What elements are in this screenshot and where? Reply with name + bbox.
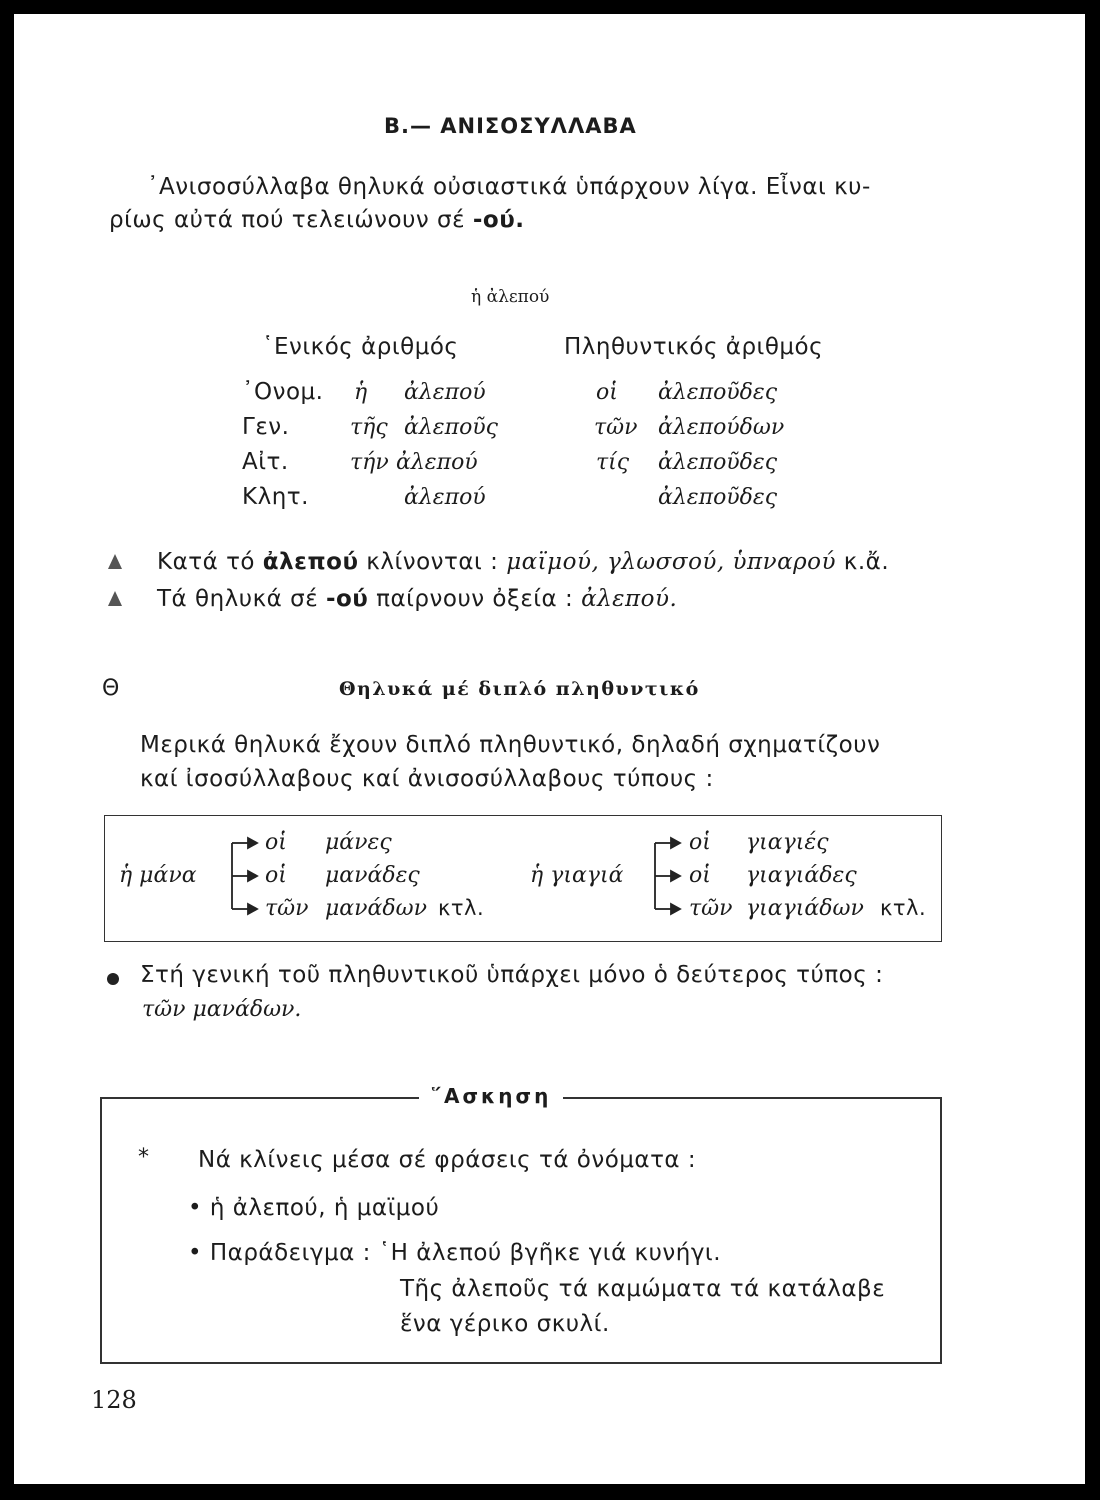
double-plural-text-2: καί ἰσοσύλλαβους καί ἀνισοσύλλαβους τύπους :	[140, 766, 714, 792]
triangle-icon	[108, 591, 122, 606]
note-1	[157, 549, 889, 575]
note-1-text: Κατά τό	[157, 549, 263, 575]
section-title: B.— ΑΝΙΣΟΣΥΛΛΑΒΑ	[384, 114, 637, 138]
form-noun: γιαγιάδων	[746, 896, 864, 921]
form-noun: μανάδες	[325, 863, 420, 888]
declension-heading: ἡ ἀλεπού	[471, 287, 550, 307]
sg-noun: ἀλεπού	[396, 450, 478, 475]
exercise-item-1: • ἡ ἀλεπού, ἡ μαϊμού	[188, 1195, 440, 1221]
form-article: οἱ	[265, 863, 287, 888]
form-noun: μανάδων	[325, 896, 427, 921]
form-noun: μάνες	[325, 830, 392, 855]
sg-noun: ἀλεποῦς	[404, 415, 499, 440]
exercise-example-2: Τῆς ἀλεποῦς τά καμώματα τά κατάλαβε	[400, 1276, 886, 1302]
note-1-examples: μαϊμού, γλωσσού, ὑπναρού	[506, 549, 836, 575]
exercise-box	[100, 1084, 942, 1364]
case-label: ᾿Ονομ.	[242, 379, 324, 405]
genitive-note-line-2: τῶν μανάδων.	[142, 997, 302, 1022]
right-word: ἡ γιαγιά	[530, 863, 624, 888]
exercise-label: ῞Ασκηση	[419, 1084, 563, 1108]
triangle-icon	[108, 554, 122, 569]
left-word: ἡ μάνα	[119, 863, 197, 888]
case-label: Κλητ.	[242, 484, 309, 510]
theta-symbol: Θ	[102, 676, 120, 701]
exercise-instruction: Νά κλίνεις μέσα σέ φράσεις τά ὀνόματα :	[198, 1147, 697, 1173]
sg-noun: ἀλεπού	[404, 485, 486, 510]
note-1-text: κλίνονται :	[358, 549, 507, 575]
star-icon: *	[138, 1145, 149, 1170]
form-article: τῶν	[265, 896, 309, 921]
pl-noun: ἀλεποῦδες	[658, 485, 778, 510]
form-article: τῶν	[689, 896, 733, 921]
plural-label: Πληθυντικός ἀριθμός	[564, 334, 824, 360]
note-2-example: ἀλεπού.	[581, 586, 678, 612]
sg-article: ἡ	[354, 380, 368, 405]
note-1-text: κ.ἄ.	[835, 549, 890, 575]
intro-line-2-text: ρίως αὐτά πού τελειώνουν σέ	[109, 207, 473, 233]
intro-line-1: ᾿Ανισοσύλλαβα θηλυκά οὐσιαστικά ὑπάρχουν λίγα. Εἶναι κυ-	[147, 174, 871, 200]
note-2-bold: -ού	[325, 586, 369, 612]
form-article: οἱ	[265, 830, 287, 855]
note-2	[157, 586, 677, 612]
pl-article: οἱ	[596, 380, 618, 405]
exercise-item-2: • Παράδειγμα : ῾Η ἀλεπού βγῆκε γιά κυνήγι.	[188, 1240, 722, 1266]
pl-noun: ἀλεπούδων	[658, 415, 785, 440]
form-noun: γιαγιές	[746, 830, 829, 855]
singular-label: ῾Ενικός ἀριθμός	[262, 334, 459, 360]
note-2-text: παίρνουν ὀξεία :	[368, 586, 582, 612]
bullet-icon	[107, 973, 119, 985]
form-extra: κτλ.	[880, 896, 927, 920]
double-plural-box	[104, 815, 942, 942]
sg-article: τήν	[350, 450, 389, 475]
genitive-note-line-1: Στή γενική τοῦ πληθυντικοῦ ὑπάρχει μόνο ὁ δεύτερος τύπος :	[140, 962, 884, 988]
book-page	[14, 14, 1085, 1484]
note-1-bold: ἀλεπού	[262, 549, 359, 575]
sg-noun: ἀλεπού	[404, 380, 486, 405]
exercise-example-3: ἕνα γέρικο σκυλί.	[400, 1311, 610, 1337]
pl-article: τῶν	[594, 415, 638, 440]
form-noun: γιαγιάδες	[746, 863, 857, 888]
sg-article: τῆς	[350, 415, 388, 440]
double-plural-heading: Θηλυκά μέ διπλό πληθυντικό	[339, 678, 700, 700]
page-number: 128	[91, 1386, 137, 1414]
case-label: Γεν.	[242, 414, 290, 440]
intro-suffix: -ού.	[472, 207, 525, 233]
form-article: οἱ	[689, 830, 711, 855]
form-extra: κτλ.	[438, 896, 485, 920]
pl-noun: ἀλεποῦδες	[658, 450, 778, 475]
note-2-text: Τά θηλυκά σέ	[157, 586, 326, 612]
pl-article: τίς	[596, 450, 630, 475]
pl-noun: ἀλεποῦδες	[658, 380, 778, 405]
double-plural-text-1: Μερικά θηλυκά ἔχουν διπλό πληθυντικό, δηλαδή σχηματίζουν	[140, 732, 881, 758]
case-label: Αἰτ.	[242, 449, 289, 475]
form-article: οἱ	[689, 863, 711, 888]
intro-line-2	[109, 207, 524, 233]
